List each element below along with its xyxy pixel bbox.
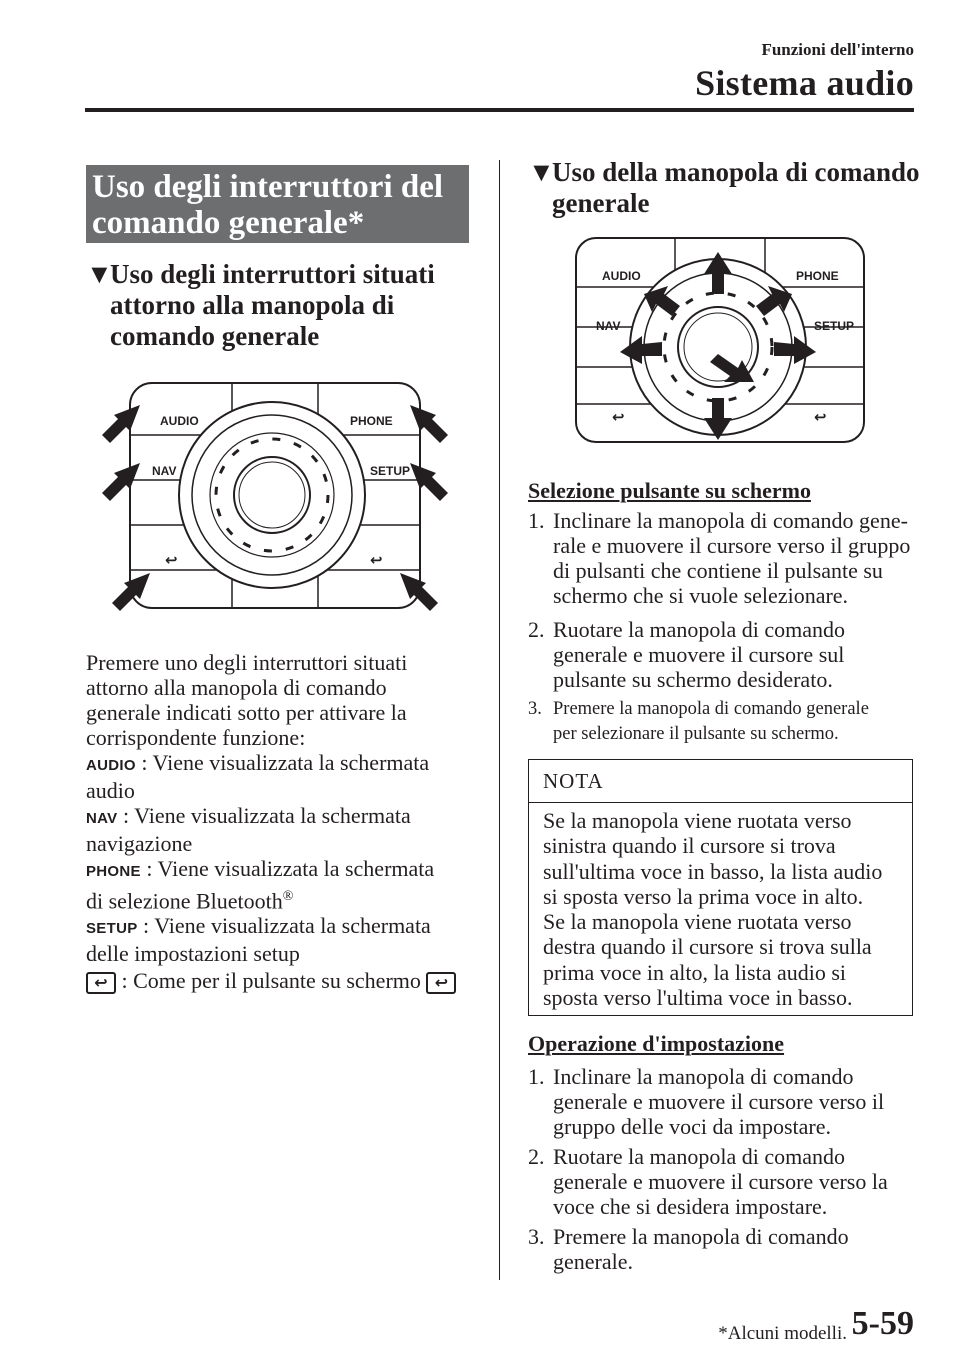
sel-item-3: 3. Premere la manopola di comando generale per selezionare il pulsante su schermo. bbox=[528, 699, 869, 744]
function-phone: PHONE : Viene visualizzata la schermata bbox=[86, 856, 435, 881]
function-nav: NAV : Viene visualizzata la schermata bbox=[86, 803, 411, 828]
triangle-marker-icon: ▼ bbox=[528, 157, 555, 187]
setup-badge: SETUP bbox=[86, 920, 138, 938]
nota-text: Se la manopola viene ruotata verso sinistra quando il cursore si trova sull'ultima voce in basso, la lista audio si sposta verso la prima voce in alto. Se la manopola viene ruotata verso destra quando il cursore si trova sulla prima voce in alto, la lista audio si sposta verso l'ultima voce in basso. bbox=[543, 808, 883, 1011]
header-section: Funzioni dell'interno bbox=[761, 40, 914, 59]
section-title-line-2: comando generale* bbox=[92, 205, 365, 241]
footer-note: *Alcuni modelli. bbox=[718, 1323, 847, 1344]
back-badge-icon: ↩ bbox=[86, 972, 116, 994]
dial-back-left-icon: ↩ bbox=[612, 408, 625, 426]
function-back: ↩ : Come per il pulsante su schermo ↩ bbox=[86, 968, 486, 994]
right-subhead bbox=[528, 157, 928, 221]
section-title-box bbox=[86, 165, 469, 243]
op-item-3: 3. Premere la manopola di comando generale. bbox=[528, 1224, 849, 1274]
right-subhead-line-2: generale bbox=[552, 188, 650, 218]
dial-label-setup: SETUP bbox=[814, 319, 855, 333]
dial-back-left-icon: ↩ bbox=[165, 551, 178, 569]
sel-item-1: 1. Inclinare la manopola di comando gene- rale e muovere il cursore verso il gruppo di pulsanti che contiene il pulsante su schermo che si vuole selezionare. bbox=[528, 508, 911, 608]
dial-label-phone: PHONE bbox=[796, 269, 839, 283]
dial-switches-illustration bbox=[100, 375, 450, 615]
nota-box bbox=[528, 759, 913, 1016]
registered-mark: ® bbox=[282, 889, 294, 904]
dial-label-phone: PHONE bbox=[350, 414, 393, 428]
dial-label-nav: NAV bbox=[596, 319, 621, 333]
left-subhead-line-1: Uso degli interruttori situati bbox=[110, 259, 435, 289]
triangle-marker-icon: ▼ bbox=[86, 259, 113, 289]
header-rule bbox=[85, 108, 914, 112]
section-title-line-1: Uso degli interruttori del bbox=[92, 169, 444, 205]
nota-title: NOTA bbox=[529, 760, 912, 803]
selection-heading: Selezione pulsante su schermo bbox=[528, 478, 811, 503]
function-audio: AUDIO : Viene visualizzata la schermata bbox=[86, 750, 430, 775]
phone-badge: PHONE bbox=[86, 863, 141, 880]
left-subhead-line-2: attorno alla manopola di bbox=[110, 290, 395, 320]
operation-heading: Operazione d'impostazione bbox=[528, 1031, 785, 1056]
column-divider bbox=[499, 160, 500, 1280]
dial-label-nav: NAV bbox=[152, 464, 177, 478]
dial-back-right-icon: ↩ bbox=[814, 408, 827, 426]
dial-label-setup: SETUP bbox=[370, 464, 411, 478]
sel-item-2: 2. Ruotare la manopola di comando generale e muovere il cursore sul pulsante su schermo desiderato. bbox=[528, 617, 846, 692]
nav-badge: NAV bbox=[86, 810, 118, 827]
back-badge-icon-onscreen: ↩ bbox=[426, 972, 456, 994]
left-subhead bbox=[86, 259, 486, 355]
op-item-1: 1. Inclinare la manopola di comando generale e muovere il cursore verso il gruppo delle voci da impostare. bbox=[528, 1064, 885, 1139]
function-list: AUDIO : Viene visualizzata la schermata audio NAV : Viene visualizzata la schermata navigazione PHONE : Viene visualizzata la schermata di selezione Bluetooth® SETUP : Viene visualizzata la schermata delle impostazioni setup ↩ : Come per il pulsante su schermo ↩ bbox=[86, 750, 486, 994]
dial-label-audio: AUDIO bbox=[602, 269, 641, 283]
page-number: 5-59 bbox=[851, 1305, 914, 1342]
function-setup: SETUP : Viene visualizzata la schermata bbox=[86, 913, 431, 939]
intro-paragraph: Premere uno degli interruttori situati attorno alla manopola di comando generale indicati sotto per attivare la corrispondente funzione: bbox=[86, 650, 408, 750]
op-item-2: 2. Ruotare la manopola di comando generale e muovere il cursore verso la voce che si desidera impostare. bbox=[528, 1144, 888, 1219]
dial-back-right-icon: ↩ bbox=[370, 551, 383, 569]
audio-badge: AUDIO bbox=[86, 757, 136, 774]
left-subhead-line-3: comando generale bbox=[110, 321, 320, 351]
page-title: Sistema audio bbox=[695, 63, 914, 103]
dial-knob-illustration bbox=[570, 232, 870, 447]
right-subhead-line-1: Uso della manopola di comando bbox=[552, 157, 920, 187]
dial-label-audio: AUDIO bbox=[160, 414, 199, 428]
